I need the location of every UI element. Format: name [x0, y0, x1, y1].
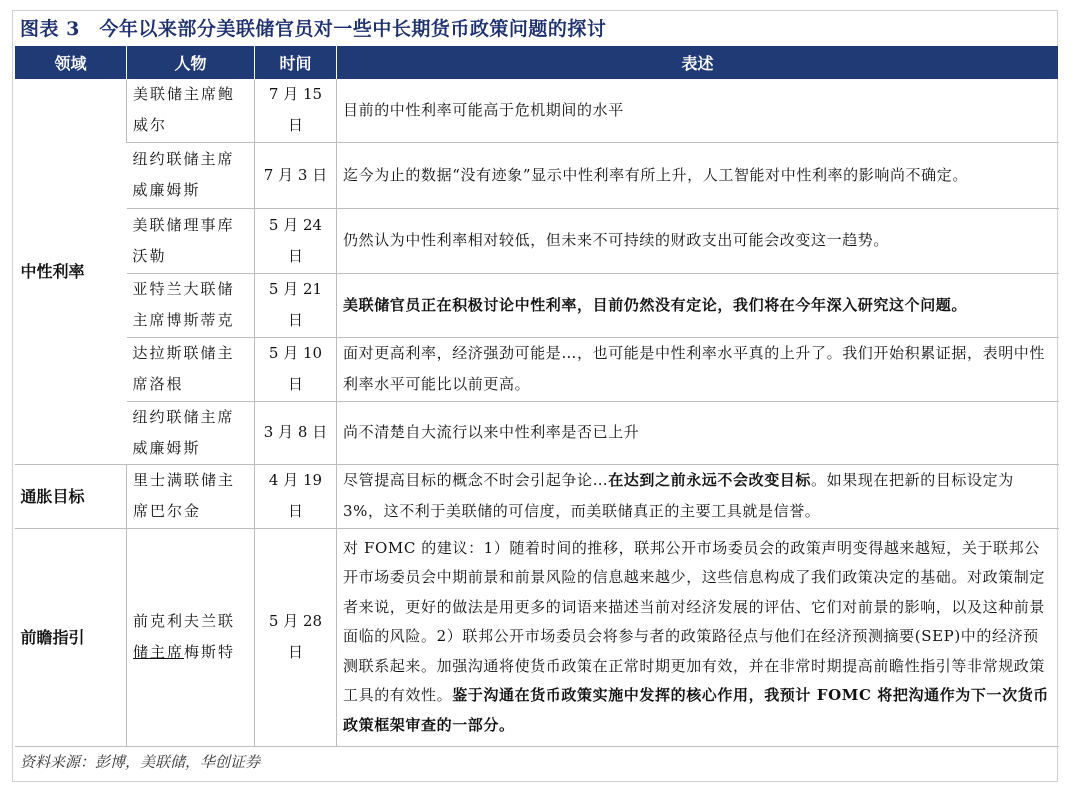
statement-cell	[337, 464, 1059, 528]
table-header-row	[15, 46, 1059, 79]
table-row	[15, 528, 1059, 746]
date-cell: 5 月 28 日	[255, 528, 337, 746]
statement-cell: 尚不清楚自大流行以来中性利率是否已上升	[337, 401, 1059, 464]
person-cell: 美联储理事库沃勒	[127, 208, 255, 273]
source-note: 资料来源：彭博，美联储，华创证券	[20, 753, 261, 771]
person-text-underlined: 储主席	[133, 643, 185, 661]
statement-text: 。如果现在把新的目标设定为 3%，这不利于美联储的可信度，而美联储真正的主要工具就是信誉。	[343, 471, 1014, 520]
domain-cell: 中性利率	[15, 79, 127, 464]
date-cell: 5 月 24 日	[255, 208, 337, 273]
table-row	[15, 208, 1059, 273]
statement-emphasis: 鉴于沟通在货币政策实施中发挥的核心作用，我预计 FOMC 将把沟通作为下一次货币政策框架审查的一部分。	[343, 686, 1049, 734]
date-cell: 5 月 21 日	[255, 273, 337, 337]
figure-title: 图表 3 今年以来部分美联储官员对一些中长期货币政策问题的探讨	[20, 18, 607, 40]
date-cell: 4 月 19 日	[255, 464, 337, 528]
statement-cell: 面对更高利率，经济强劲可能是…，也可能是中性利率水平真的上升了。我们开始积累证据，表明中性利率水平可能比以前更高。	[337, 337, 1059, 401]
person-cell: 亚特兰大联储主席博斯蒂克	[127, 273, 255, 337]
policy-table	[14, 46, 1059, 747]
person-text: 前克利夫兰联	[133, 612, 236, 630]
table-row	[15, 337, 1059, 401]
statement-cell: 美联储官员正在积极讨论中性利率，目前仍然没有定论，我们将在今年深入研究这个问题。	[337, 273, 1059, 337]
domain-cell: 前瞻指引	[15, 528, 127, 746]
domain-cell: 通胀目标	[15, 464, 127, 528]
date-cell: 7 月 3 日	[255, 142, 337, 208]
person-cell: 里士满联储主席巴尔金	[127, 464, 255, 528]
table-row	[15, 273, 1059, 337]
table-row	[15, 142, 1059, 208]
person-cell	[127, 528, 255, 746]
person-text: 梅斯特	[184, 643, 236, 661]
statement-cell: 迄今为止的数据“没有迹象”显示中性利率有所上升，人工智能对中性利率的影响尚不确定。	[337, 142, 1059, 208]
statement-cell: 仍然认为中性利率相对较低，但未来不可持续的财政支出可能会改变这一趋势。	[337, 208, 1059, 273]
person-cell: 达拉斯联储主席洛根	[127, 337, 255, 401]
date-cell: 5 月 10 日	[255, 337, 337, 401]
person-cell: 美联储主席鲍威尔	[127, 79, 255, 142]
statement-cell: 目前的中性利率可能高于危机期间的水平	[337, 79, 1059, 142]
person-cell: 纽约联储主席威廉姆斯	[127, 401, 255, 464]
table-row	[15, 464, 1059, 528]
header-date: 时间	[255, 46, 337, 79]
date-cell: 7 月 15 日	[255, 79, 337, 142]
statement-cell	[337, 528, 1059, 746]
table-row	[15, 401, 1059, 464]
person-cell: 纽约联储主席威廉姆斯	[127, 142, 255, 208]
header-domain: 领域	[15, 46, 127, 79]
date-cell: 3 月 8 日	[255, 401, 337, 464]
statement-text: 对 FOMC 的建议：1）随着时间的推移，联邦公开市场委员会的政策声明变得越来越短，关于联邦公开市场委员会中期前景和前景风险的信息越来越少，这些信息构成了我们政策决定的基础。对政策制定者来说，更好的做法是用更多的词语来描述当前对经济发展的评估、它们对前景的影响，以及这种前景面临的风险。2）联邦公开市场委员会将参与者的政策路径点与他们在经济预测摘要(SEP)中的经济预测联系起来。加强沟通将使货币政策在正常时期更加有效，并在非常时期提高前瞻性指引等非常规政策工具的有效性。	[343, 538, 1046, 705]
statement-text: 尽管提高目标的概念不时会引起争论…	[343, 471, 609, 489]
header-statement: 表述	[337, 46, 1059, 79]
header-person: 人物	[127, 46, 255, 79]
statement-emphasis: 在达到之前永远不会改变目标	[608, 471, 812, 489]
table-row	[15, 79, 1059, 142]
